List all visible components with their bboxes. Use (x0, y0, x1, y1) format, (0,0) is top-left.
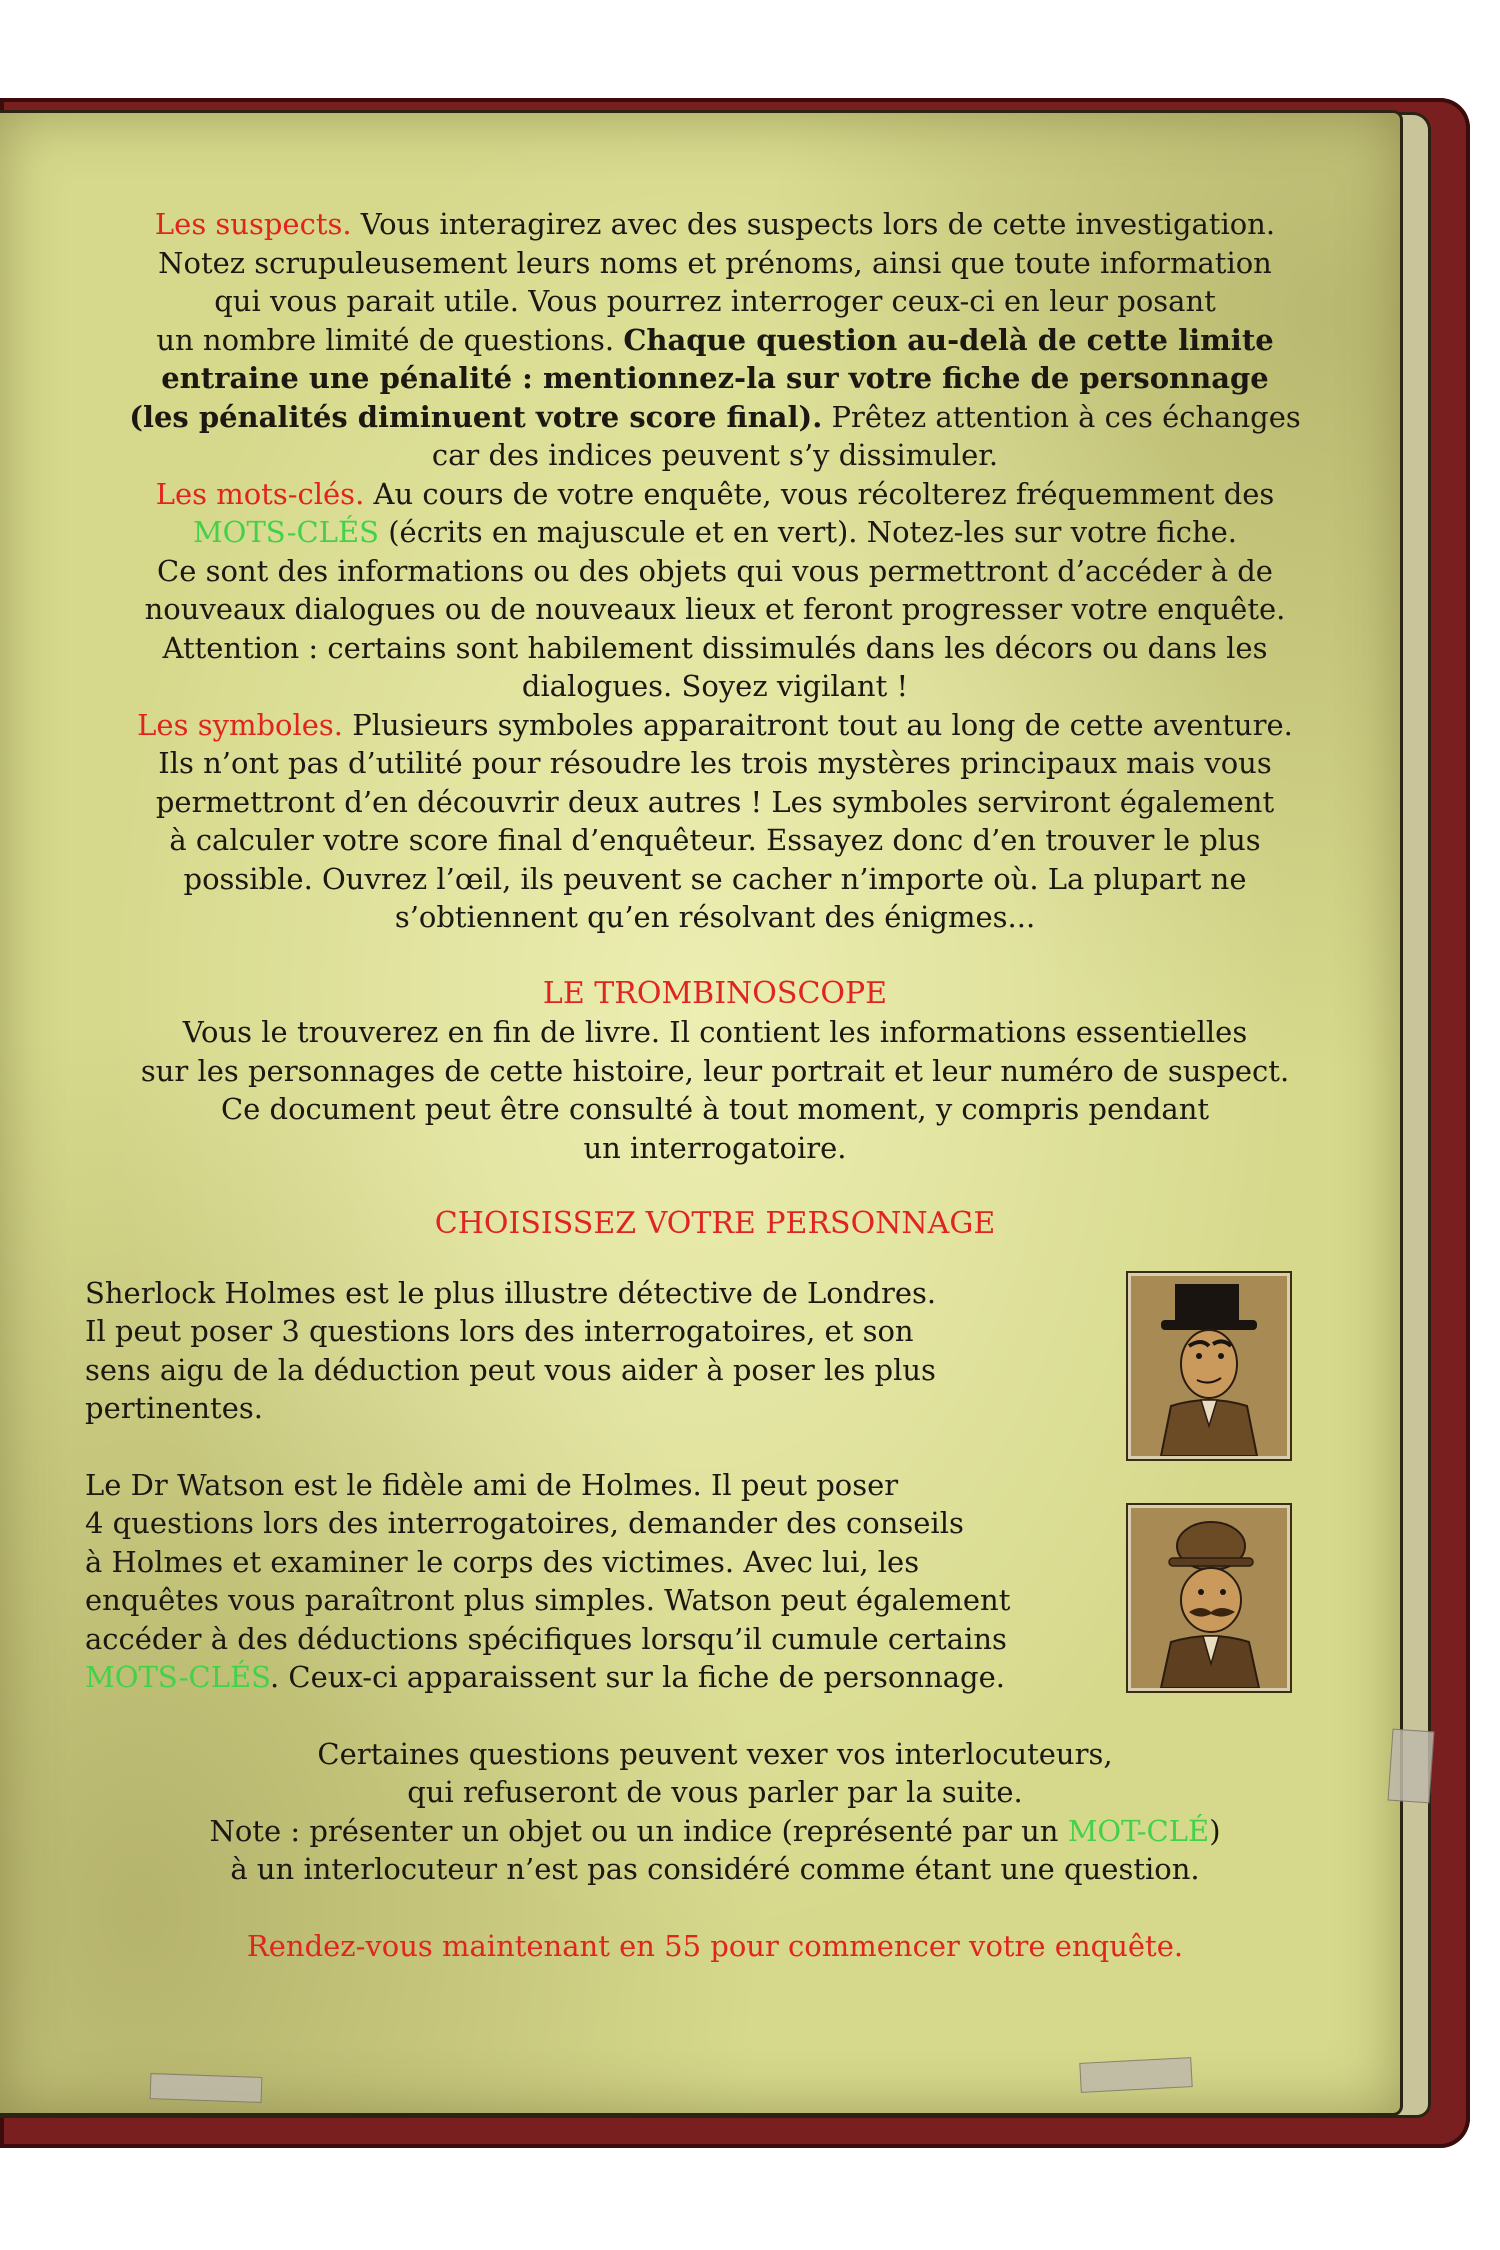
keyword-highlight: MOTS-CLÉS (192, 515, 380, 549)
page-content (85, 205, 1400, 1965)
tape-strip (1079, 2057, 1192, 2093)
keywords-title: Les mots-clés. (155, 476, 365, 511)
tape-strip (150, 2073, 263, 2103)
symbols-paragraph: Les symboles. Plusieurs symboles apparaitront tout au long de cette aventure. Ils n’ont pas d’utilité pour résoudre les trois mystères principaux mais vous permettront d’en découvrir deux autres ! Les symboles serviront également à calculer votre score final d’enquêteur. Essayez donc d’en trouver le plus possible. Ouvrez l’œil, ils peuvent se cacher n’importe où. La plupart ne s’obtiennent qu’en résolvant des énigmes... (137, 707, 1293, 934)
watson-portrait-icon (1128, 1505, 1290, 1691)
suspects-title: Les suspects. (154, 207, 352, 241)
trombinoscope-heading: LE TROMBINOSCOPE (542, 975, 888, 1011)
symbols-title: Les symboles. (137, 707, 344, 742)
call-to-action: Rendez-vous maintenant en 55 pour commencer votre enquête. (246, 1928, 1184, 1963)
keyword-highlight: MOT-CLÉ (1067, 1813, 1210, 1848)
trombinoscope-paragraph: Vous le trouverez en fin de livre. Il contient les informations essentielles sur les personnages de cette histoire, leur portrait et leur numéro de suspect. Ce document peut être consulté à tout moment, y compris pendant un interrogatoire. (140, 1015, 1290, 1165)
holmes-paragraph: Sherlock Holmes est le plus illustre détective de Londres. Il peut poser 3 questions lors des interrogatoires, et son sens aigu de la déduction peut vous aider à poser les plus pertinentes. (85, 1275, 937, 1425)
keyword-highlight: MOTS-CLÉS (85, 1660, 270, 1694)
note-paragraph: Certaines questions peuvent vexer vos interlocuteurs, qui refuseront de vous parler par la suite. Note : présenter un objet ou un indice (représenté par un MOT-CLÉ) à un interlocuteur n’est pas considéré comme étant une question. (209, 1736, 1221, 1886)
suspects-paragraph: Les suspects. Vous interagirez avec des suspects lors de cette investigation. Notez scrupuleusement leurs noms et prénoms, ainsi que toute information qui vous parait utile. Vous pourrez interroger ceux-ci en leur posant un nombre limité de questions. Chaque question au-delà de cette limite entraine une pénalité : mentionnez-la sur votre fiche de personnage (les pénalités diminuent votre score final). Prêtez attention à ces échanges car des indices peuvent s’y dissimuler. (129, 207, 1301, 472)
keywords-paragraph: Les mots-clés. Au cours de votre enquête, vous récolterez fréquemment des MOTS-CLÉS (écrits en majuscule et en vert). Notez-les sur votre fiche. Ce sont des informations ou des objets qui vous permettront d’accéder à de nouveaux dialogues ou de nouveaux lieux et feront progresser votre enquête. Attention : certains sont habilement dissimulés dans les décors ou dans les dialogues. Soyez vigilant ! (144, 476, 1286, 703)
holmes-portrait-icon (1128, 1273, 1290, 1459)
character-heading: CHOISISSEZ VOTRE PERSONNAGE (434, 1206, 996, 1241)
watson-paragraph: Le Dr Watson est le fidèle ami de Holmes. Il peut poser 4 questions lors des interrogatoires, demander des conseils à Holmes et examiner le corps des victimes. Avec lui, les enquêtes vous paraîtront plus simples. Watson peut également accéder à des déductions spécifiques lorsqu’il cumule certains MOTS-CLÉS. Ceux-ci apparaissent sur la fiche de personnage. (85, 1467, 1011, 1694)
